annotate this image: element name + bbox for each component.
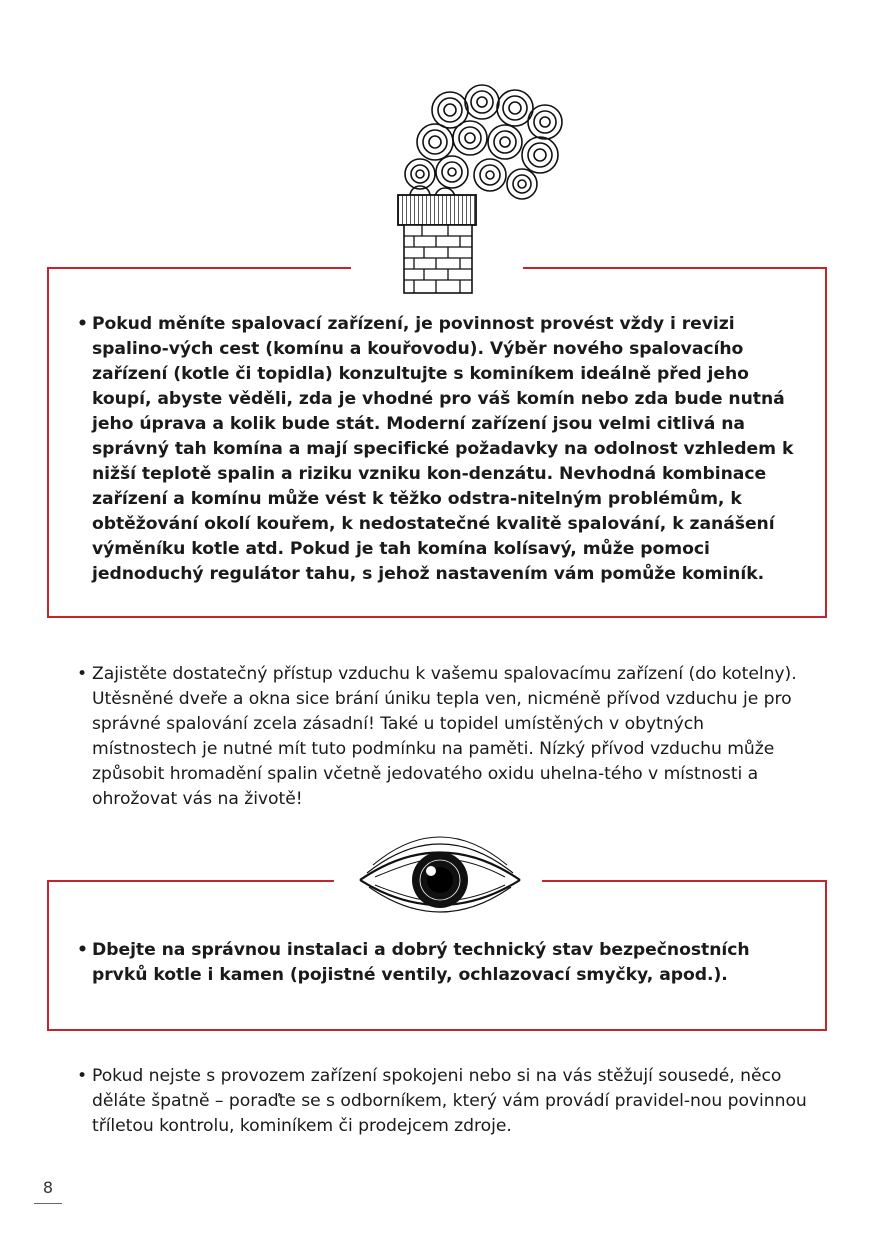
box2-content — [77, 938, 807, 988]
box1-bullet: • Pokud měníte spalovací zařízení, je povinnost provést vždy i revizi spalino-vých cest (komínu a kouřovodu). Výběr nového spalovacího zařízení (kotle či topidla) konzultujte s kominíkem ideálně před jeho koupí, abyste věděli, zda je vhodné pro váš komín nebo zda bude nutná jeho úprava a kolik bude stát. Moderní zařízení jsou velmi citlivá na správný tah komína a mají specifické požadavky na odolnost vzhledem k nižší teplotě spalin a riziku vzniku kon-denzátu. Nevhodná kombinace zařízení a komínu může vést k těžko odstra-nitelným problémům, k obtěžování okolí kouřem, k nedostatečné kvalitě spalování, k zanášení výměníku kotle atd. Pokud je tah komína kolísavý, může pomoci jednoduchý regulátor tahu, s jehož nastavením vám pomůže kominík. — [77, 312, 807, 587]
box2-bullet: • Dbejte na správnou instalaci a dobrý technický stav bezpečnostních prvků kotle i kamen (pojistné ventily, ochlazovací smyčky, apod.). — [77, 938, 807, 988]
chimney-smoke-icon — [390, 80, 575, 295]
paragraph2-bullet: • Pokud nejste s provozem zařízení spokojeni nebo si na vás stěžují sousedé, něco děláte špatně – poraďte se s odborníkem, který vám provádí pravidel-nou povinnou tříletou kontrolu, kominíkem či prodejcem zdroje. — [77, 1064, 807, 1139]
paragraph1-bullet: • Zajistěte dostatečný přístup vzduchu k vašemu spalovacímu zařízení (do kotelny). Utěsněné dveře a okna sice brání úniku tepla ven, nicméně přívod vzduchu je pro správné spalování zcela zásadní! Také u topidel umístěných v obytných místnostech je nutné mít tuto podmínku na paměti. Nízký přívod vzduchu může způsobit hromadění spalin včetně jedovatého oxidu uhelna-tého v místnosti a ohrožovat vás na životě! — [77, 662, 807, 812]
page-number: 8 — [42, 1178, 54, 1197]
box1-content — [77, 312, 807, 587]
page-number-rule — [34, 1203, 62, 1204]
paragraph1-content — [77, 662, 807, 812]
eye-icon — [355, 835, 525, 920]
paragraph2-content — [77, 1064, 807, 1139]
